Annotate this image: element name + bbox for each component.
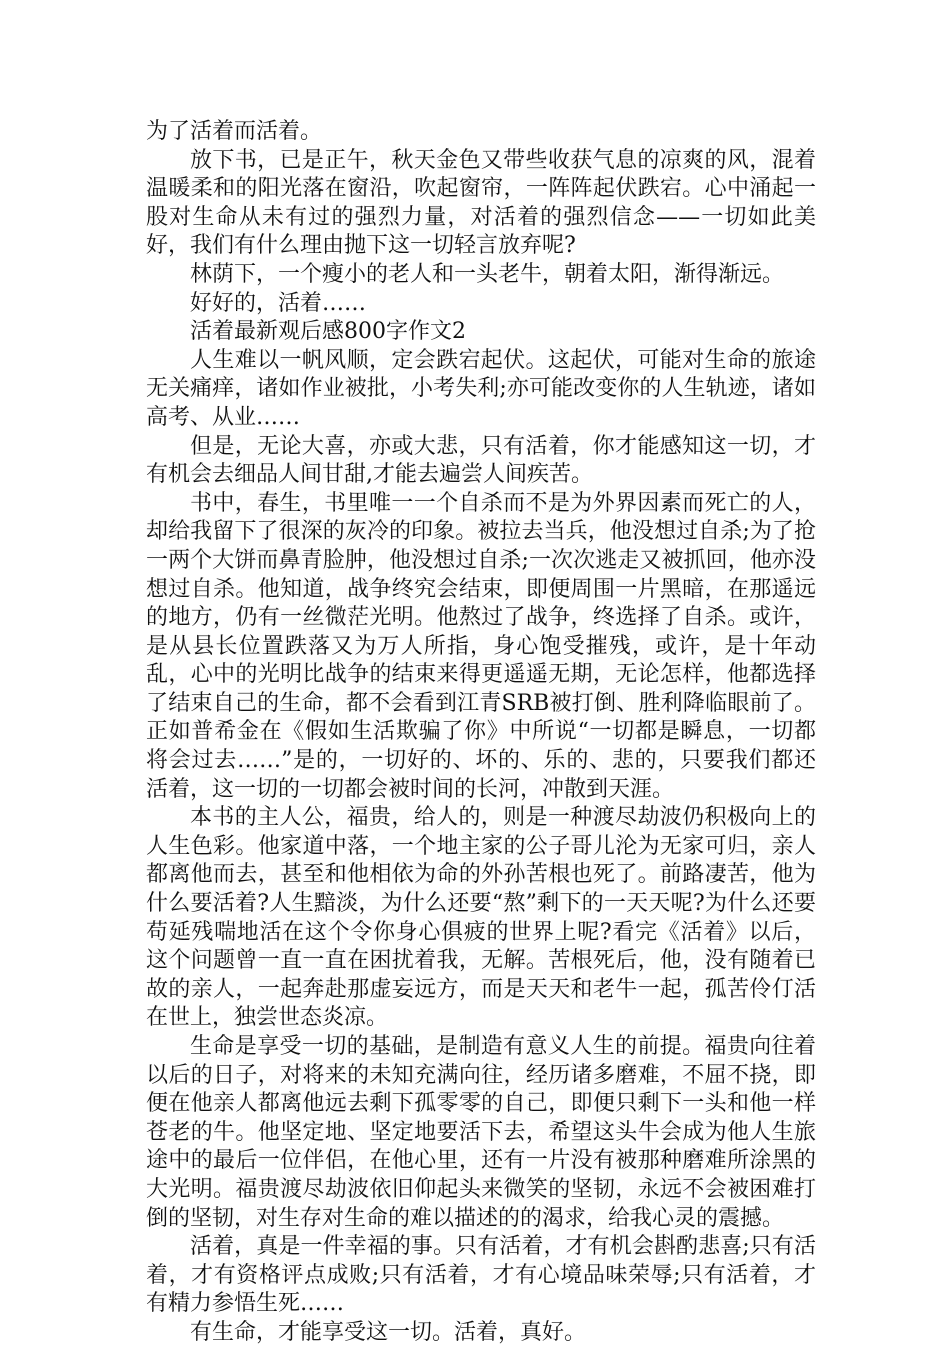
- paragraph-continuation: 为了活着而活着。: [146, 119, 323, 144]
- section-heading: 活着最新观后感800字作文2: [190, 319, 466, 345]
- document-page: [146, 118, 816, 1348]
- paragraph: 但是，无论大喜，亦或大悲，只有活着，你才能感知这一切，才有机会去细品人间甘甜,才能去遍尝人间疾苦。: [146, 433, 816, 488]
- paragraph: 有生命，才能享受这一切。活着，真好。: [190, 1319, 587, 1345]
- paragraph: 林荫下，一个瘦小的老人和一头老牛，朝着太阳，渐得渐远。: [190, 261, 785, 287]
- paragraph: 生命是享受一切的基础，是制造有意义人生的前提。福贵向往着以后的日子，对将来的未知充满向往，经历诸多磨难，不屈不挠，即便在他亲人都离他远去剩下孤零零的自己，即便只剩下一头和他一样苍老的牛。他坚定地、坚定地要活下去，希望这头牛会成为他人生旅途中的最后一位伴侣，在他心里，还有一片没有被那种磨难所涂黑的大光明。福贵渡尽劫波依旧仰起头来微笑的坚韧，永远不会被困难打倒的坚韧，对生存对生命的难以描述的的渴求，给我心灵的震撼。: [146, 1034, 816, 1231]
- paragraph: 人生难以一帆风顺，定会跌宕起伏。这起伏，可能对生命的旅途无关痛痒，诸如作业被批，小考失利;亦可能改变你的人生轨迹，诸如高考、从业……: [146, 347, 816, 430]
- paragraph: 本书的主人公，福贵，给人的，则是一种渡尽劫波仍积极向上的人生色彩。他家道中落，一个地主家的公子哥儿沦为无家可归，亲人都离他而去，甚至和他相依为命的外孙苦根也死了。前路凄苦，他为什么要活着?人生黯淡，为什么还要“熬”剩下的一天天呢?为什么还要苟延残喘地活在这个令你身心俱疲的世界上呢?看完《活着》以后，这个问题曾一直一直在困扰着我，无解。苦根死后，他，没有随着已故的亲人，一起奔赴那虚妄远方，而是天天和老牛一起，孤苦伶仃活在世上，独尝世态炎凉。: [146, 805, 816, 1031]
- paragraph: 书中，春生，书里唯一一个自杀而不是为外界因素而死亡的人，却给我留下了很深的灰冷的印象。被拉去当兵，他没想过自杀;为了抢一两个大饼而鼻青脸肿，他没想过自杀;一次次逃走又被抓回，他亦没想过自杀。他知道，战争终究会结束，即便周围一片黑暗，在那遥远的地方，仍有一丝微茫光明。他熬过了战争，终选择了自杀。或许，是从县长位置跌落又为万人所指，身心饱受摧残，或许，是十年动乱，心中的光明比战争的结束来得更遥遥无期，无论怎样，他都选择了结束自己的生命，都不会看到江青SRB被打倒、胜利降临眼前了。正如普希金在《假如生活欺骗了你》中所说“一切都是瞬息，一切都将会过去……”是的，一切好的、坏的、乐的、悲的，只要我们都还活着，这一切的一切都会被时间的长河，冲散到天涯。: [146, 490, 816, 802]
- paragraph: 好好的，活着……: [190, 290, 367, 316]
- paragraph: 活着，真是一件幸福的事。只有活着，才有机会斟酌悲喜;只有活着，才有资格评点成败;只有活着，才有心境品味荣辱;只有活着，才有精力参悟生死……: [146, 1234, 816, 1317]
- paragraph: 放下书，已是正午，秋天金色又带些收获气息的凉爽的风，混着温暖柔和的阳光落在窗沿，吹起窗帘，一阵阵起伏跌宕。心中涌起一股对生命从未有过的强烈力量，对活着的强烈信念——一切如此美好，我们有什么理由抛下这一切轻言放弃呢?: [146, 147, 816, 259]
